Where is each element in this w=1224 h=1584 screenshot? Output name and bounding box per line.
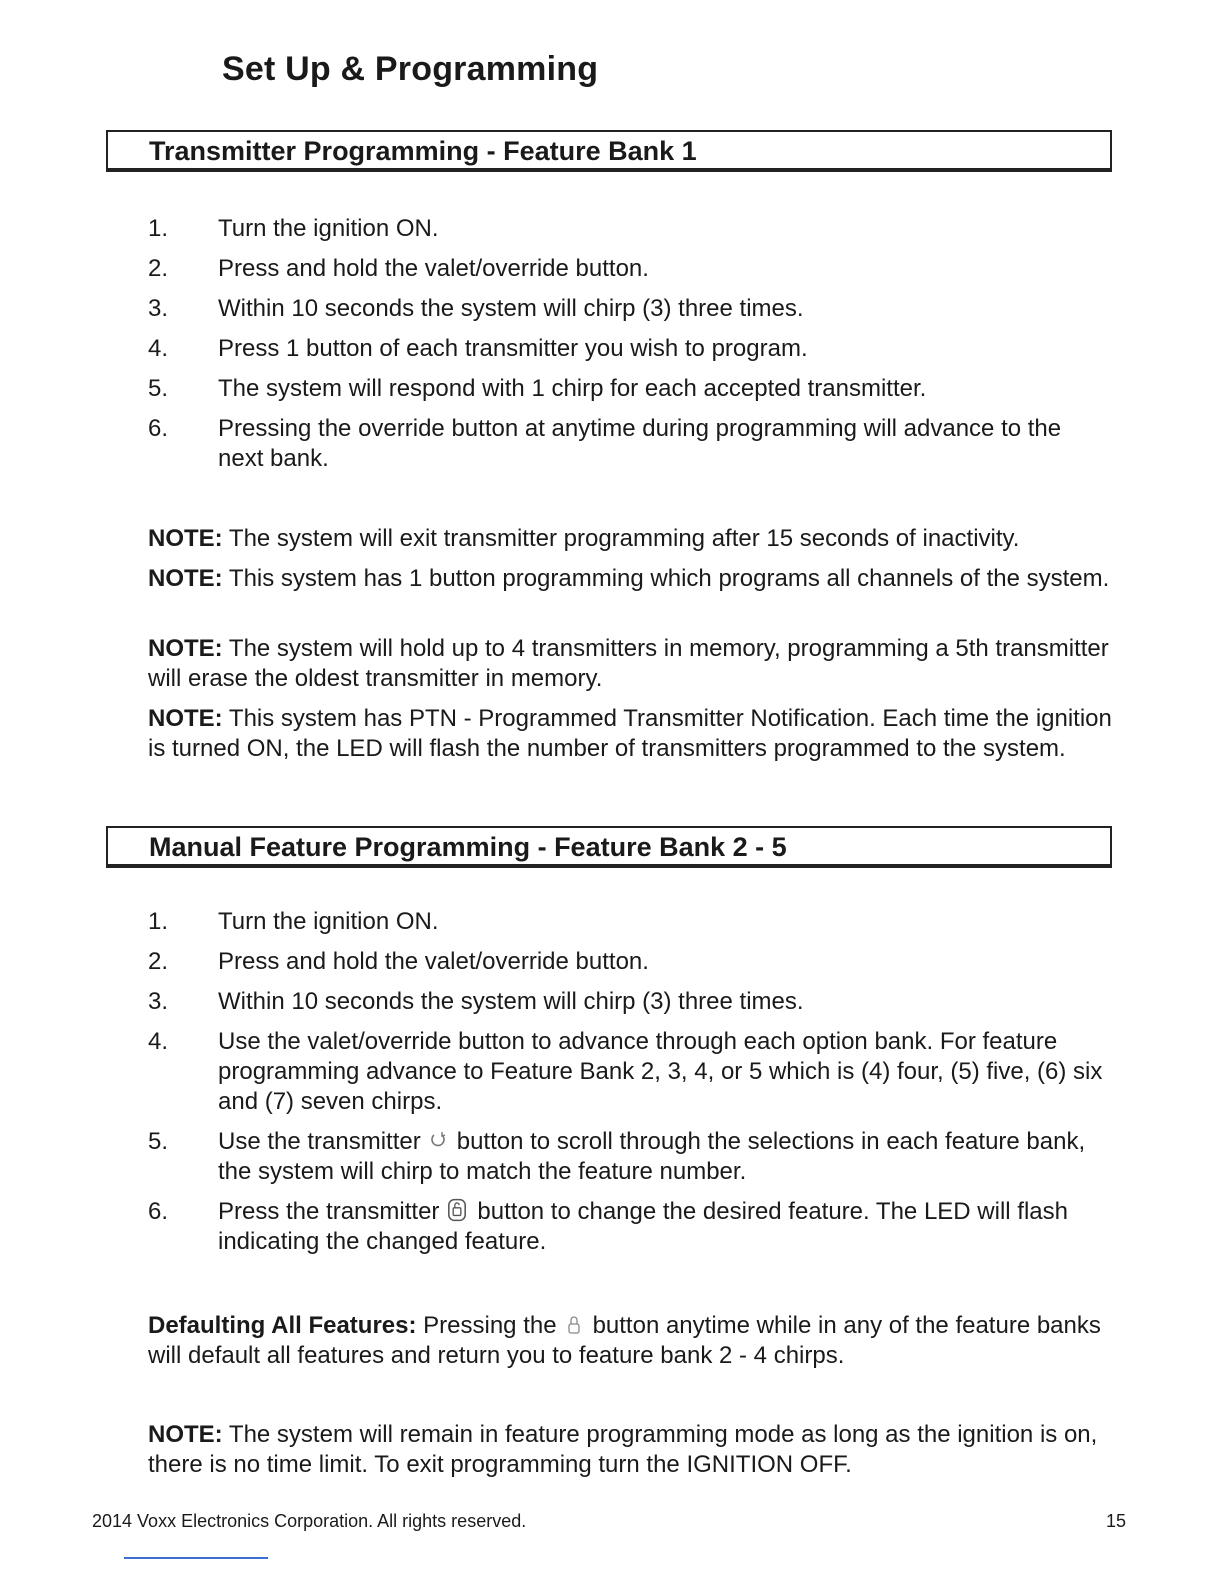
step-text: The system will respond with 1 chirp for each accepted transmitter.: [218, 375, 927, 402]
step-text-before: Press the transmitter: [218, 1198, 440, 1225]
list-item: [148, 907, 1108, 937]
footer-copyright: 2014 Voxx Electronics Corporation. All rights reserved.: [92, 1511, 527, 1531]
step-text: Press 1 button of each transmitter you wish to program.: [218, 335, 808, 362]
list-item: [148, 254, 1108, 284]
step-number: 2.: [148, 255, 169, 282]
list-item: [148, 374, 1108, 404]
note-text: This system has PTN - Programmed Transmitter Notification. Each time the ignition is turned ON, the LED will flash the number of transmitters programmed to the system.: [148, 705, 1112, 762]
note-label: NOTE:: [148, 565, 223, 592]
list-item: [148, 1027, 1108, 1117]
note-label: NOTE:: [148, 1421, 223, 1448]
manual-feature-programming-steps: [148, 907, 1108, 1267]
step-number: 3.: [148, 988, 169, 1015]
note-ptn: [148, 704, 1133, 764]
step-number: 6.: [148, 1198, 169, 1225]
note-label: NOTE:: [148, 705, 223, 732]
step-text: Turn the ignition ON.: [218, 908, 439, 935]
step-text: Within 10 seconds the system will chirp (3) three times.: [218, 988, 804, 1015]
defaulting-label: Defaulting All Features:: [148, 1312, 417, 1339]
step-number: 5.: [148, 1128, 169, 1155]
step-text: Press and hold the valet/override button.: [218, 255, 649, 282]
note-memory: [148, 634, 1133, 694]
step-number: 3.: [148, 295, 169, 322]
transmitter-programming-steps: [148, 214, 1108, 484]
note-inactivity: [148, 524, 1133, 554]
step-text: Pressing the override button at anytime during programming will advance to the next bank.: [218, 415, 1062, 472]
note-text: The system will hold up to 4 transmitters in memory, programming a 5th transmitter will erase the oldest transmitter in memory.: [148, 635, 1109, 692]
lock-button-icon: [565, 1314, 583, 1336]
note-text: This system has 1 button programming which programs all channels of the system.: [222, 565, 1110, 592]
list-item: [148, 334, 1108, 364]
list-item: [148, 987, 1108, 1017]
note-label: NOTE:: [148, 635, 223, 662]
decorative-underline: [124, 1557, 268, 1559]
step-text: Turn the ignition ON.: [218, 215, 439, 242]
defaulting-text-before: Pressing the: [416, 1312, 557, 1339]
list-item: [148, 947, 1108, 977]
note-text: The system will remain in feature programming mode as long as the ignition is on, there is no time limit. To exit programming turn the IGNITION OFF.: [148, 1421, 1098, 1478]
list-item: [148, 1127, 1108, 1187]
step-text: Use the valet/override button to advance through each option bank. For feature programming advance to Feature Bank 2, 3, 4, or 5 which is (4) four, (5) five, (6) six and (7) seven chirps.: [218, 1028, 1103, 1115]
note-text: The system will exit transmitter programming after 15 seconds of inactivity.: [222, 525, 1020, 552]
step-number: 2.: [148, 948, 169, 975]
step-number: 6.: [148, 415, 169, 442]
page-title: Set Up & Programming: [222, 50, 599, 88]
defaulting-all-features: [148, 1311, 1133, 1371]
section-title: Manual Feature Programming - Feature Bank 2 - 5: [149, 832, 787, 862]
step-number: 1.: [148, 908, 169, 935]
step-text-after: button to change the desired feature. The LED will flash indicating the changed feature.: [218, 1198, 1068, 1255]
step-text: Press and hold the valet/override button.: [218, 948, 649, 975]
note-one-button: [148, 564, 1133, 594]
note-no-time-limit: [148, 1420, 1133, 1480]
note-label: NOTE:: [148, 525, 223, 552]
page-number: 15: [1106, 1511, 1127, 1531]
section-title: Transmitter Programming - Feature Bank 1: [149, 136, 697, 166]
unlock-button-icon: [447, 1198, 467, 1222]
step-number: 4.: [148, 335, 169, 362]
list-item: [148, 414, 1108, 474]
step-text: Within 10 seconds the system will chirp (3) three times.: [218, 295, 804, 322]
list-item: [148, 294, 1108, 324]
step-text-before: Use the transmitter: [218, 1128, 421, 1155]
list-item: [148, 214, 1108, 244]
section-header-manual-feature-programming: [106, 826, 1112, 868]
section-header-transmitter-programming: [106, 130, 1112, 172]
remote-start-icon: [429, 1130, 447, 1152]
step-text-after: button to scroll through the selections in each feature bank, the system will chirp to match the feature number.: [218, 1128, 1086, 1185]
list-item: [148, 1197, 1108, 1257]
defaulting-text-after: button anytime while in any of the feature banks will default all features and return you to feature bank 2 - 4 chirps.: [148, 1312, 1101, 1369]
step-number: 1.: [148, 215, 169, 242]
step-number: 4.: [148, 1028, 169, 1055]
step-number: 5.: [148, 375, 169, 402]
